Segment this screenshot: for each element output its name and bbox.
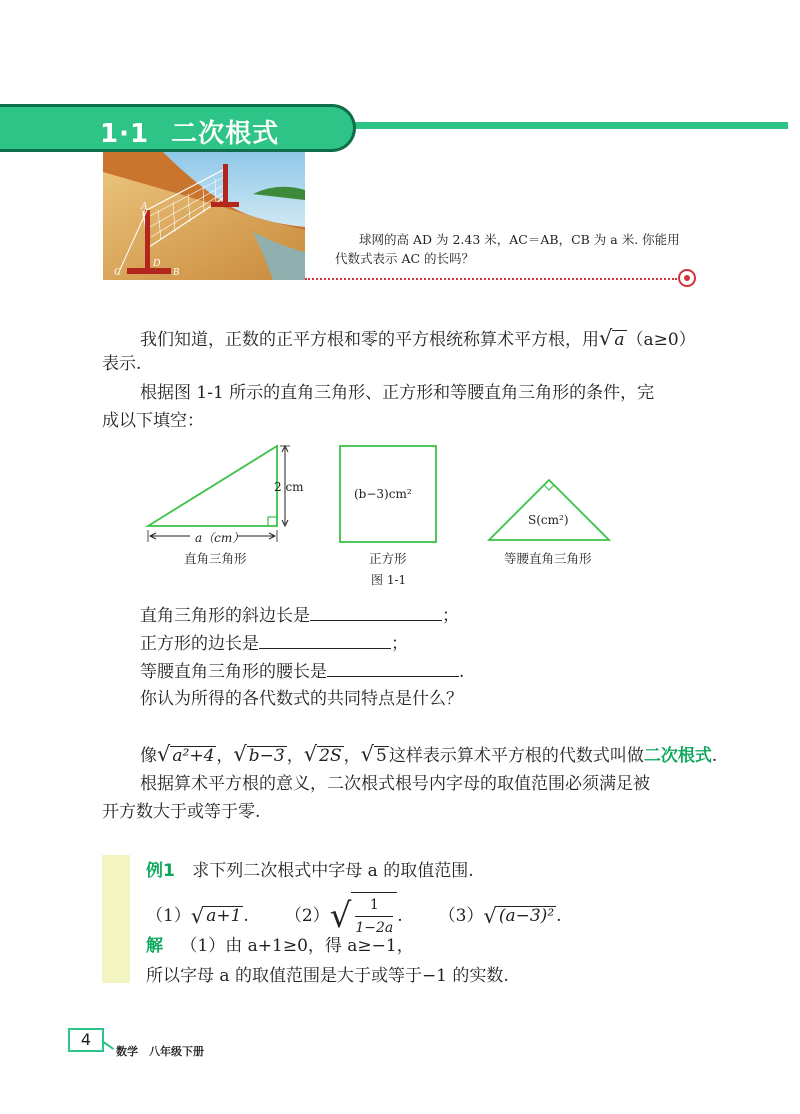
solution-line-2 [146,965,509,987]
solution-label: 解 [146,936,163,956]
item-2-index: （2） [284,905,330,926]
def-comma-1: ， [216,746,234,766]
q1-blank[interactable] [310,604,442,621]
photo-label-d: D [153,258,161,269]
page-number-box [68,1028,104,1052]
dotted-divider [305,278,677,280]
intro-line-1: 球网的高 AD 为 2.43 米，AC＝AB，CB 为 a 米. 你能用 [359,232,680,247]
def-radical-4: 5 [376,746,387,766]
fill-q4 [140,688,463,710]
p2-line2: 成以下填空： [102,411,204,431]
intro-question [335,230,680,268]
example-label: 例1 [146,861,175,881]
example-items: （1） √ a+1 . （2） √ $\frac{1}{1-2a}$ . （3） √ (a−3)² . [146,892,562,939]
p1-text: 我们知道，正数的正平方根和零的平方根统称算术平方根，用 [140,330,599,350]
photo-label-c: C [114,267,121,278]
paragraph-2-line-2 [102,410,204,432]
solution-line-1 [146,935,414,957]
def-comma-3: ， [343,746,361,766]
solution-text-2: 所以字母 a 的取值范围是大于或等于−1 的实数. [146,966,509,986]
label-isosceles: 等腰直角三角形 [504,551,592,566]
right-triangle [148,446,277,526]
def-prefix: 像 [140,746,157,766]
q2-text: 正方形的边长是 [140,634,259,654]
q4-text: 你认为所得的各代数式的共同特点是什么？ [140,689,463,709]
p2-line1: 根据图 1-1 所示的直角三角形、正方形和等腰直角三角形的条件，完 [140,383,655,403]
item-1-dot: . [243,905,249,926]
item-1-radical: a+1 [206,906,242,926]
p1-radical: a [614,330,625,350]
example-question [146,860,474,882]
square-area-label: (b−3)cm² [354,487,412,501]
section-title: 二次根式 [171,119,280,149]
item-3-radical: (a−3)² [498,906,555,926]
def-radical-3: 2S [319,746,342,766]
triangle-height-label: 2 cm [274,480,304,494]
volleyball-net-photo [103,152,305,280]
intro-line-2: 代数式表示 AC 的长吗？ [335,251,475,266]
item-2-num: 1 [369,897,379,913]
figure-caption: 图 1-1 [371,573,407,587]
iso-area-label: S(cm²) [528,513,569,527]
isosceles-right-triangle [489,480,609,540]
def-end: . [711,746,718,766]
fill-q3 [140,660,464,683]
item-2-dot: . [397,905,403,926]
header-bar-right [350,122,788,129]
paragraph-2 [140,382,654,404]
label-square: 正方形 [369,551,407,566]
q3-end: . [459,662,465,682]
fill-q1 [140,604,459,627]
photo-label-b: B [173,267,180,278]
q3-blank[interactable] [327,660,459,677]
paragraph-1: 我们知道，正数的正平方根和零的平方根统称算术平方根，用√ a （a≥0） [140,326,696,350]
def-term: 二次根式 [643,746,712,766]
triangle-base-label: a（cm） [195,531,245,545]
page-number: 4 [80,1030,92,1049]
def-middle: 这样表示算术平方根的代数式叫做 [388,746,644,766]
solution-text-1: （1）由 a+1≥0，得 a≥−1， [180,936,414,956]
item-3-dot: . [556,905,562,926]
p1-condition: （a≥0） [626,330,696,350]
def-comma-2: ， [286,746,304,766]
item-2-fraction [351,892,397,939]
section-heading [100,113,279,150]
q3-text: 等腰直角三角形的腰长是 [140,662,327,682]
item-3-index: （3） [438,905,484,926]
fill-q2 [140,632,408,655]
q2-end: ； [391,634,408,654]
def-line3: 开方数大于或等于零. [102,802,261,822]
def-radical-2: b−3 [248,746,285,766]
def-line2: 根据算术平方根的意义，二次根式根号内字母的取值范围必须满足被 [140,774,650,794]
def-radical-1: a²+4 [172,746,215,766]
q1-text: 直角三角形的斜边长是 [140,606,310,626]
figure-1-1 [140,440,640,590]
paragraph-1-line-2 [102,353,141,375]
p1-line2: 表示. [102,354,142,374]
definition-line-3 [102,801,260,823]
footer-text: 数学 八年级下册 [116,1045,204,1058]
definition-line-1: 像√ a²+4 ，√ b−3 ，√ 2S ，√ 5 这样表示算术平方根的代数式叫做二次根式. [140,742,718,766]
section-number: 1·1 [100,119,150,149]
label-right-triangle: 直角三角形 [184,551,247,566]
q1-end: ； [442,606,459,626]
item-1-index: （1） [146,905,191,926]
example-question-text: 求下列二次根式中字母 a 的取值范围. [192,861,474,881]
photo-label-a: A [141,201,148,212]
definition-line-2 [140,773,650,795]
q2-blank[interactable] [259,632,391,649]
example-bar [102,855,130,983]
target-icon [678,269,696,287]
item-2-den: 1−2a [355,916,393,939]
